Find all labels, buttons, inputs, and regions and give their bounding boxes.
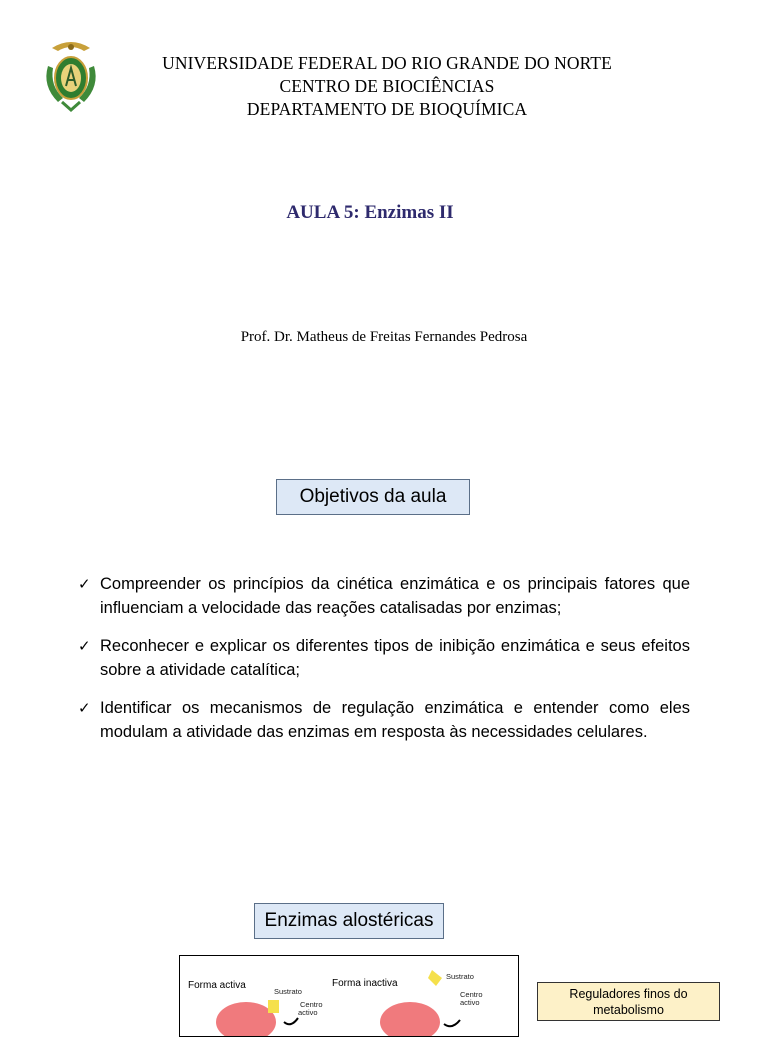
active-site-label: activo bbox=[298, 1008, 318, 1017]
university-name: UNIVERSIDADE FEDERAL DO RIO GRANDE DO NORTE bbox=[162, 53, 612, 73]
inactive-site-arrow bbox=[444, 1020, 460, 1026]
checkmark-icon: ✓ bbox=[78, 576, 91, 593]
inactive-site-label: Centro bbox=[460, 990, 483, 999]
university-crest-icon bbox=[38, 38, 104, 114]
allosteric-heading: Enzimas alostéricas bbox=[254, 903, 444, 939]
objective-text: Identificar os mecanismos de regulação enzimática e entender como eles modulam a atividade das enzimas em resposta às necessidades celulares. bbox=[100, 699, 690, 741]
active-substrate-label: Sustrato bbox=[274, 987, 302, 996]
objective-item bbox=[78, 697, 690, 744]
department-name: DEPARTAMENTO DE BIOQUÍMICA bbox=[246, 99, 528, 119]
center-name: CENTRO DE BIOCIÊNCIAS bbox=[279, 76, 495, 96]
professor-name: Prof. Dr. Matheus de Freitas Fernandes Pedrosa bbox=[240, 329, 528, 345]
objective-text: Compreender os princípios da cinética enzimática e os principais fatores que influenciam a velocidade das reações catalisadas por enzimas; bbox=[100, 575, 690, 617]
regulators-note: Reguladores finos do metabolismo bbox=[537, 982, 720, 1021]
inactive-form-label: Forma inactiva bbox=[332, 978, 398, 989]
active-form-label: Forma activa bbox=[188, 980, 246, 991]
inactive-substrate-shape bbox=[428, 970, 442, 986]
inactive-substrate-label: Sustrato bbox=[446, 972, 474, 981]
checkmark-icon: ✓ bbox=[78, 638, 91, 655]
active-site-arrow bbox=[284, 1018, 298, 1024]
institution-header bbox=[120, 52, 654, 121]
active-substrate-shape bbox=[268, 1000, 279, 1013]
active-site-label: Centro bbox=[300, 1000, 323, 1009]
lesson-title: AULA 5: Enzimas II bbox=[286, 202, 454, 223]
objective-item bbox=[78, 635, 690, 682]
allosteric-diagram bbox=[179, 955, 519, 1037]
objectives-heading: Objetivos da aula bbox=[276, 479, 470, 515]
objective-text: Reconhecer e explicar os diferentes tipos de inibição enzimática e seus efeitos sobre a atividade catalítica; bbox=[100, 637, 690, 679]
objective-item bbox=[78, 573, 690, 620]
objectives-list bbox=[78, 573, 690, 759]
inactive-enzyme-shape bbox=[380, 1002, 440, 1036]
checkmark-icon: ✓ bbox=[78, 700, 91, 717]
inactive-site-label: activo bbox=[460, 998, 480, 1007]
active-enzyme-shape bbox=[216, 1002, 276, 1036]
